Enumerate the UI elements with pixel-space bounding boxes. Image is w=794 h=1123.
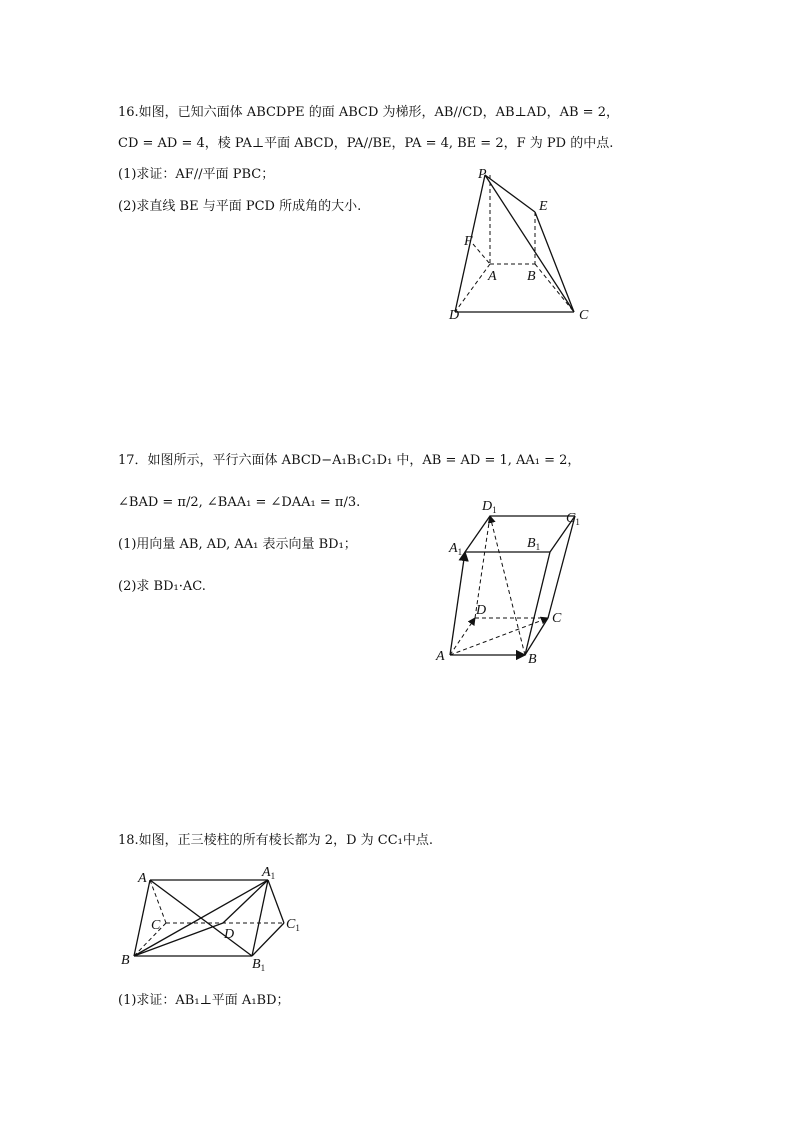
label-B: B <box>528 652 537 667</box>
q17-line1: 17．如图所示，平行六面体 ABCD−A₁B₁C₁D₁ 中，AB = AD = 1, AA₁ = 2， <box>118 453 581 468</box>
q17-part1: (1)用向量 AB, AD, AA₁ 表示向量 BD₁； <box>118 537 357 552</box>
label-P: P <box>478 167 487 182</box>
q17-figure-svg <box>430 490 590 670</box>
vec-BD1 <box>490 516 525 655</box>
q16-figure <box>440 160 610 330</box>
edge-D1A1 <box>465 516 490 552</box>
label-B1: $B_1$ <box>527 536 541 552</box>
edge-BC <box>535 264 574 312</box>
label-C: C <box>552 611 562 626</box>
edge-BD <box>134 923 223 956</box>
q18-figure <box>118 860 308 975</box>
edge-B1C1 <box>252 923 284 956</box>
edge-A1B1 <box>252 880 268 956</box>
q17-line2: ∠BAD = π/2, ∠BAA₁ = ∠DAA₁ = π/3. <box>118 495 361 510</box>
q17-part2: (2)求 BD₁·AC. <box>118 579 206 594</box>
label-D1: $D_1$ <box>482 499 497 515</box>
label-E: E <box>539 199 548 214</box>
label-C: C <box>151 918 161 933</box>
q17-figure <box>430 490 590 670</box>
label-A1: $A_1$ <box>262 865 276 881</box>
label-B: B <box>527 269 536 284</box>
label-A: A <box>488 269 497 284</box>
edge-PE <box>485 175 535 212</box>
label-A: A <box>138 871 147 886</box>
edge-A1C1 <box>268 880 284 923</box>
edge-BC <box>134 923 166 956</box>
label-D: D <box>476 603 487 618</box>
label-A: A <box>436 649 445 664</box>
label-D: D <box>449 308 460 323</box>
vec-AA1 <box>450 552 465 655</box>
q16-part2: (2)求直线 BE 与平面 PCD 所成角的大小. <box>118 199 362 214</box>
edge-BC <box>525 618 548 655</box>
edge-FA <box>473 244 490 264</box>
q16-part1: (1)求证：AF//平面 PBC； <box>118 167 275 182</box>
label-B: B <box>121 953 130 968</box>
label-C1: $C_1$ <box>286 917 300 933</box>
q16-line2: CD = AD = 4，棱 PA⊥平面 ABCD，PA//BE，PA = 4, BE = 2，F 为 PD 的中点. <box>118 136 614 151</box>
q16-figure-svg <box>440 160 610 330</box>
edge-C1C <box>548 516 575 618</box>
edge-B1B <box>525 552 550 655</box>
label-C: C <box>579 308 589 323</box>
label-D: D <box>224 927 235 942</box>
edge-PC <box>485 175 574 312</box>
label-F: F <box>464 234 473 249</box>
q18-part1: (1)求证：AB₁⊥平面 A₁BD； <box>118 993 290 1008</box>
q18-figure-svg <box>118 860 308 975</box>
q18-line1: 18.如图，正三棱柱的所有棱长都为 2，D 为 CC₁中点. <box>118 833 434 848</box>
label-A1: $A_1$ <box>449 541 463 557</box>
vec-AD <box>450 618 475 655</box>
edge-AB <box>134 880 150 956</box>
label-B1: $B_1$ <box>252 957 266 973</box>
label-C1: $C_1$ <box>566 511 580 527</box>
q16-line1: 16.如图，已知六面体 ABCDPE 的面 ABCD 为梯形，AB//CD，AB⊥AD，AB = 2， <box>118 105 619 120</box>
